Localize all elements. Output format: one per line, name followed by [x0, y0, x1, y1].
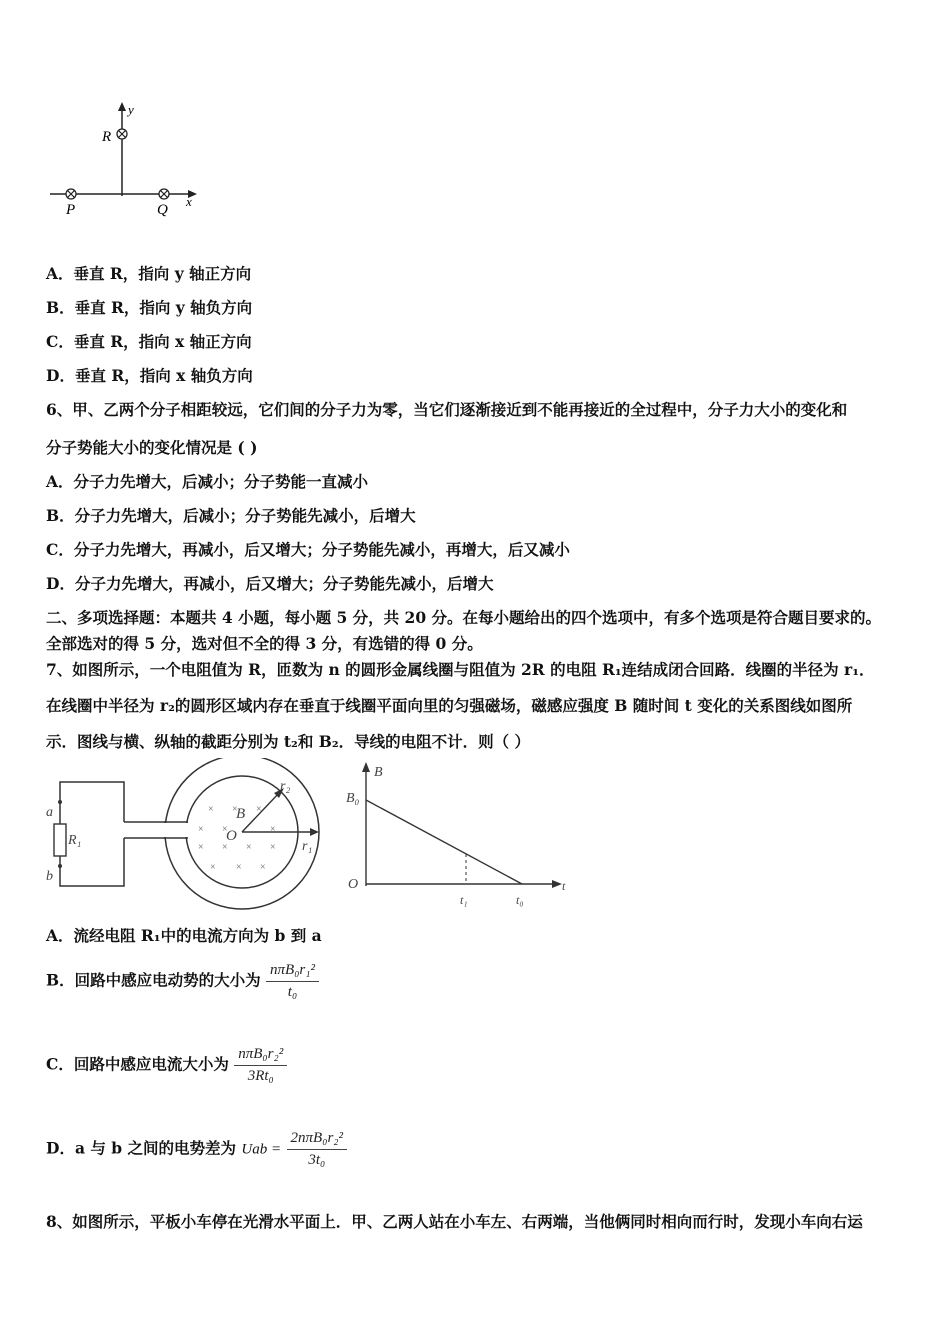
coil-outer: [165, 758, 319, 909]
wire-R-symbol: [117, 129, 127, 139]
r1-label: r₁: [302, 839, 313, 854]
svg-text:×: ×: [246, 842, 252, 853]
q6-option-d: D．分子力先增大，再减小，后又增大；分子势能先减小，后增大: [46, 574, 494, 593]
label-P: P: [66, 202, 76, 218]
svg-text:×: ×: [270, 824, 276, 835]
R1-label: R₁: [68, 833, 82, 848]
origin-O-label: O: [348, 877, 359, 892]
t0-label: t₀: [516, 893, 524, 907]
formula-b-numerator: nπB₀r₁²: [266, 962, 319, 982]
q5-option-a: A．垂直 R，指向 y 轴正方向: [46, 264, 252, 283]
q7-stem-line2: 在线圈中半径为 r₂的圆形区域内存在垂直于线圈平面向里的匀强磁场，磁感应强度 B 随时间 t 变化的关系图线如图所: [46, 696, 853, 715]
q7-option-c-formula: [234, 1046, 287, 1085]
field-B-label: B: [236, 806, 246, 822]
q8-stem-line1: 8、如图所示，平板小车停在光滑水平面上．甲、乙两人站在小车左、右两端，当他俩同时相向而行时，发现小车向右运: [46, 1212, 863, 1231]
q5-option-d: D．垂直 R，指向 x 轴负方向: [46, 366, 253, 385]
wire-P-symbol: [66, 189, 76, 199]
axes-figure-q5: [40, 98, 210, 223]
formula-d-lhs: Uab =: [241, 1141, 282, 1158]
terminal-a-label: a: [46, 805, 53, 820]
resistor-R1: [54, 824, 66, 856]
q6-stem-line1: 6、甲、乙两个分子相距较远，它们间的分子力为零，当它们逐渐接近到不能再接近的全过程中，分子力大小的变化和: [46, 400, 848, 419]
svg-text:×: ×: [198, 824, 204, 835]
axis-t-label: t: [562, 879, 566, 893]
svg-text:×: ×: [222, 824, 228, 835]
q6-stem-line2: 分子势能大小的变化情况是 ( ): [46, 438, 258, 457]
q5-option-c: C．垂直 R，指向 x 轴正方向: [46, 332, 252, 351]
q7-option-c-text: C．回路中感应电流大小为: [46, 1054, 229, 1074]
svg-text:×: ×: [198, 842, 204, 853]
axis-B-label: B: [374, 765, 383, 780]
t1-label: t₁: [460, 893, 468, 907]
svg-text:×: ×: [232, 804, 238, 815]
svg-text:×: ×: [256, 804, 262, 815]
wire-Q-symbol: [159, 189, 169, 199]
formula-d-numerator: 2nπB₀r₂²: [287, 1130, 347, 1150]
q7-stem-line1: 7、如图所示，一个电阻值为 R，匝数为 n 的圆形金属线圈与阻值为 2R 的电阻 R₁连结成闭合回路．线圈的半径为 r₁．: [46, 660, 875, 679]
formula-c-numerator: nπB₀r₂²: [234, 1046, 287, 1066]
label-R: R: [102, 129, 112, 145]
svg-text:×: ×: [260, 862, 266, 873]
q7-option-b-formula: [266, 962, 319, 1001]
B-t-graph: [340, 758, 580, 913]
terminal-b-label: b: [46, 869, 53, 884]
q5-option-b: B．垂直 R，指向 y 轴负方向: [46, 298, 253, 317]
r2-label: r₂: [280, 779, 291, 794]
q7-option-a: A．流经电阻 R₁中的电流方向为 b 到 a: [46, 926, 322, 945]
q7-option-d-formula: [287, 1130, 347, 1169]
formula-b-denominator: t₀: [287, 984, 298, 1000]
q6-option-a: A．分子力先增大，后减小；分子势能一直减小: [46, 472, 369, 491]
label-y: y: [128, 102, 134, 117]
svg-text:×: ×: [236, 862, 242, 873]
q7-option-d-text: D．a 与 b 之间的电势差为: [46, 1138, 237, 1158]
section2-scoring: 全部选对的得 5 分，选对但不全的得 3 分，有选错的得 0 分。: [46, 634, 483, 653]
formula-d-denominator: 3t₀: [308, 1152, 326, 1168]
q7-option-c: [46, 1046, 287, 1085]
svg-text:×: ×: [210, 862, 216, 873]
B-decay-line: [366, 800, 522, 884]
formula-c-denominator: 3Rt₀: [247, 1068, 274, 1084]
section2-heading: 二、多项选择题：本题共 4 小题，每小题 5 分，共 20 分。在每小题给出的四个选项中，有多个选项是符合题目要求的。: [46, 608, 882, 627]
label-x: x: [186, 194, 192, 209]
q6-option-b: B．分子力先增大，后减小；分子势能先减小，后增大: [46, 506, 416, 525]
label-Q: Q: [157, 202, 168, 218]
svg-text:×: ×: [222, 842, 228, 853]
q7-option-d: [46, 1130, 347, 1169]
q6-option-c: C．分子力先增大，再减小，后又增大；分子势能先减小，再增大，后又减小: [46, 540, 570, 559]
circuit-coil-figure: [40, 758, 340, 918]
q7-stem-line3: 示．图线与横、纵轴的截距分别为 t₂和 B₂．导线的电阻不计．则（ ）: [46, 732, 531, 751]
svg-text:×: ×: [208, 804, 214, 815]
q7-option-b-text: B．回路中感应电动势的大小为: [46, 970, 261, 990]
B0-label: B₀: [346, 791, 360, 806]
svg-text:×: ×: [270, 842, 276, 853]
center-O-label: O: [226, 828, 237, 844]
q7-option-b: [46, 962, 319, 1001]
